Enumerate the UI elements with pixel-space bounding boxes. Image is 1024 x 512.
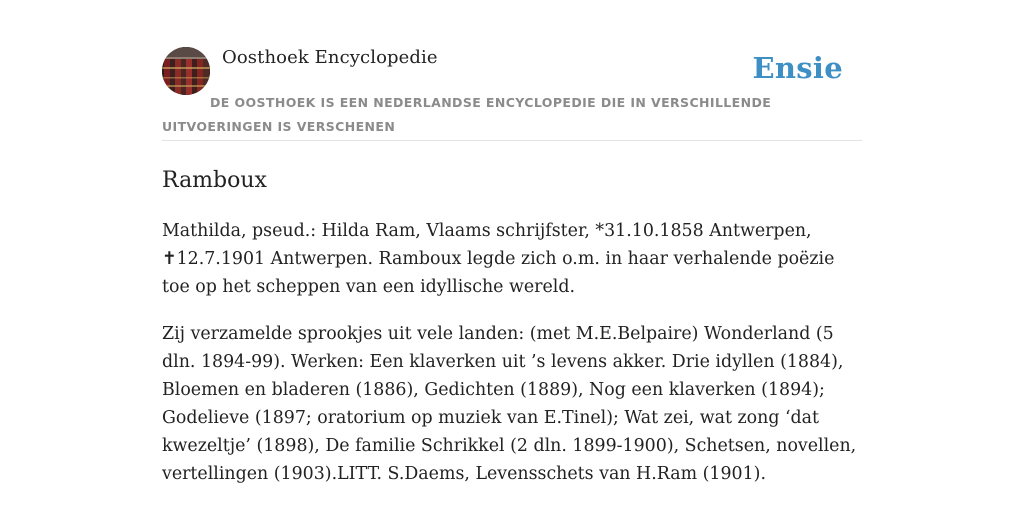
article-paragraph: Mathilda, pseud.: Hilda Ram, Vlaams schrijfster, *31.10.1858 Antwerpen, ✝12.7.1901 Antwerpen. Ramboux legde zich o.m. in haar verhalende poëzie toe op het scheppen van een idyllische wereld. [162,221,835,297]
publication-tagline: DE OOSTHOEK IS EEN NEDERLANDSE ENCYCLOPEDIE DIE IN VERSCHILLENDE UITVOERINGEN IS VERSCHENEN [162,95,772,134]
brand-logo[interactable]: Ensie [752,51,843,85]
publication-header [162,46,862,141]
article-title: Ramboux [162,168,267,193]
encyclopedia-books-icon[interactable] [162,47,210,95]
article-paragraph: Zij verzamelde sprookjes uit vele landen: (met M.E.Belpaire) Wonderland (5 dln. 1894-99). Werken: Een klaverken uit ’s levens akker. Drie idyllen (1884), Bloemen en bladeren (1886), Gedichten (1889), Nog een klaverken (1894); Godelieve (1897; oratorium op muziek van E.Tinel); Wat zei, wat zong ‘dat kwezeltje’ (1898), De familie Schrikkel (2 dln. 1899-1900), Schetsen, novellen, vertellingen (1903).LITT. S.Daems, Levensschets van H.Ram (1901). [162,324,857,484]
publication-name[interactable]: Oosthoek Encyclopedie [222,47,438,68]
article-card [162,46,862,488]
